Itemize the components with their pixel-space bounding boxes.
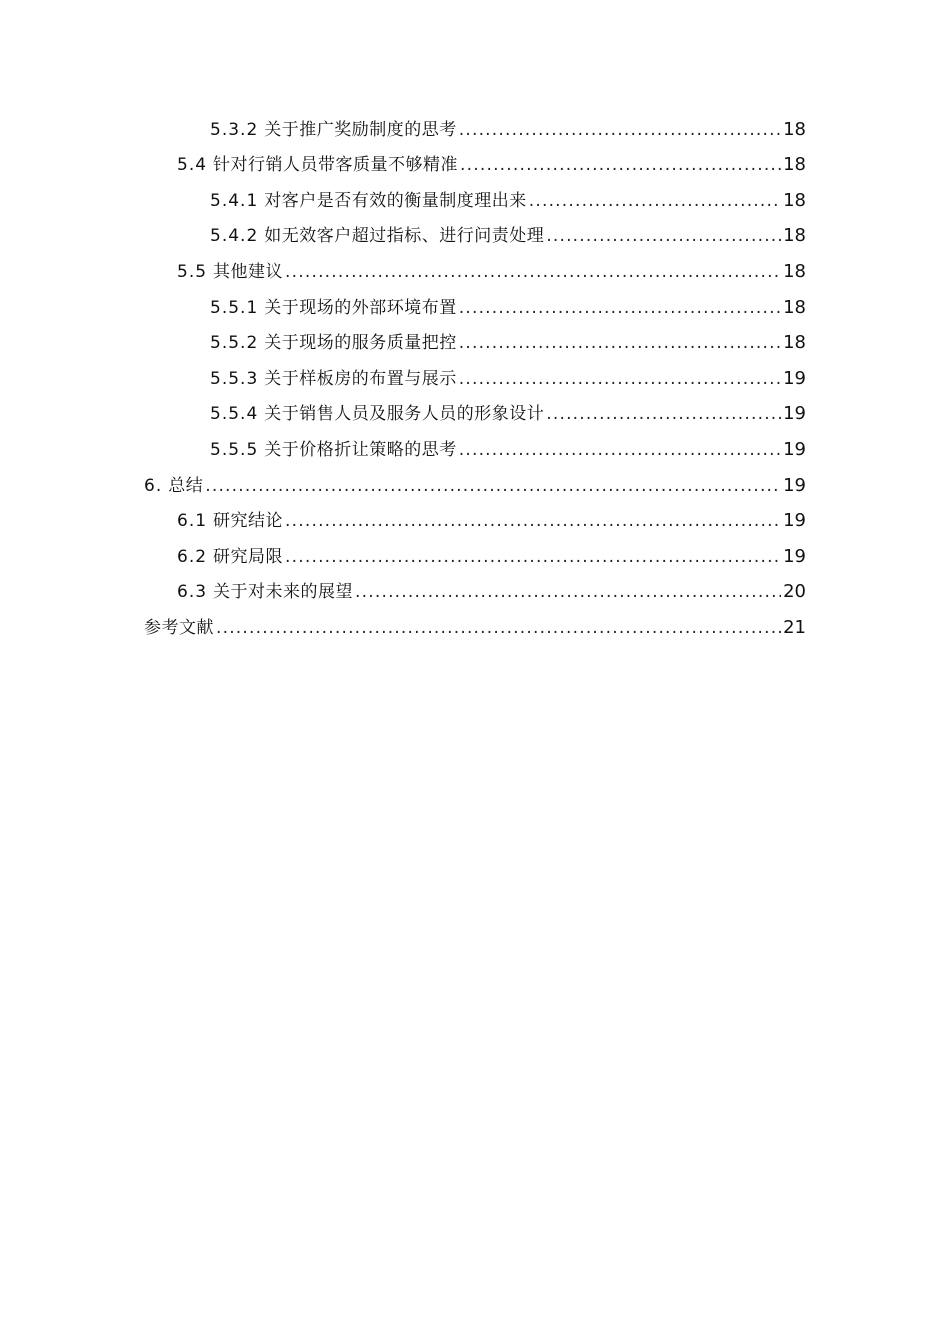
toc-entry-number: 5.4 <box>177 155 208 176</box>
toc-entry-number: 5.5.4 <box>210 404 259 425</box>
toc-entry[interactable] <box>144 288 806 324</box>
toc-entry[interactable] <box>144 110 806 146</box>
toc-entry-number: 5.5 <box>177 261 208 282</box>
toc-entry-title: 研究局限 <box>213 546 284 567</box>
toc-entry-number: 6.2 <box>177 546 208 567</box>
toc-dot-leader <box>459 120 781 140</box>
toc-entry[interactable] <box>144 324 806 360</box>
toc-entry-page: 21 <box>783 616 806 638</box>
toc-dot-leader <box>459 369 781 389</box>
toc-entry-page: 19 <box>783 545 806 567</box>
toc-entry-number: 6. <box>144 475 163 496</box>
toc-entry[interactable] <box>144 537 806 573</box>
toc-entry-title: 如无效客户超过指标、进行问责处理 <box>264 226 545 247</box>
toc-entry-page: 19 <box>783 367 806 389</box>
toc-dot-leader <box>546 404 781 424</box>
toc-entry-page: 18 <box>783 260 806 282</box>
toc-entry-title: 关于样板房的布置与展示 <box>264 368 457 389</box>
toc-entry-title: 对客户是否有效的衡量制度理出来 <box>264 190 527 211</box>
toc-entry-number: 5.4.2 <box>210 226 259 247</box>
toc-dot-leader <box>216 618 781 638</box>
toc-entry-title: 关于现场的外部环境布置 <box>264 297 457 318</box>
toc-entry[interactable] <box>144 181 806 217</box>
toc-entry-page: 19 <box>783 438 806 460</box>
toc-entry-title: 针对行销人员带客质量不够精准 <box>213 155 459 176</box>
toc-entry-page: 19 <box>783 510 806 532</box>
toc-entry[interactable] <box>144 502 806 538</box>
toc-entry-title: 其他建议 <box>213 261 284 282</box>
toc-dot-leader <box>355 582 781 602</box>
toc-entry[interactable] <box>144 608 806 644</box>
toc-entry-page: 18 <box>783 296 806 318</box>
toc-dot-leader <box>285 547 781 567</box>
toc-entry[interactable] <box>144 359 806 395</box>
toc-dot-leader <box>546 226 781 246</box>
toc-entry-number: 5.4.1 <box>210 190 259 211</box>
toc-entry-page: 18 <box>783 189 806 211</box>
toc-dot-leader <box>459 333 781 353</box>
toc-entry-number: 5.5.5 <box>210 439 259 460</box>
toc-entry-number: 5.5.1 <box>210 297 259 318</box>
toc-dot-leader <box>529 191 781 211</box>
toc-entry[interactable] <box>144 395 806 431</box>
toc-entry-page: 18 <box>783 225 806 247</box>
toc-entry[interactable] <box>144 217 806 253</box>
toc-entry-title: 总结 <box>168 475 204 496</box>
toc-entry[interactable] <box>144 466 806 502</box>
toc-entry-number: 5.5.2 <box>210 333 259 354</box>
toc-entry[interactable] <box>144 573 806 609</box>
toc-entry-title: 关于现场的服务质量把控 <box>264 333 457 354</box>
table-of-contents <box>144 110 806 644</box>
toc-entry[interactable] <box>144 146 806 182</box>
toc-entry[interactable] <box>144 430 806 466</box>
toc-dot-leader <box>459 298 781 318</box>
toc-entry-number: 6.1 <box>177 511 208 532</box>
toc-entry-title: 关于销售人员及服务人员的形象设计 <box>264 404 545 425</box>
toc-dot-leader <box>285 262 781 282</box>
toc-entry-page: 19 <box>783 474 806 496</box>
toc-entry-title: 研究结论 <box>213 511 284 532</box>
toc-dot-leader <box>459 440 781 460</box>
toc-entry-title: 参考文献 <box>144 617 214 638</box>
toc-entry-page: 18 <box>783 118 806 140</box>
toc-entry-page: 18 <box>783 154 806 176</box>
toc-dot-leader <box>285 511 781 531</box>
toc-entry-page: 20 <box>783 581 806 603</box>
toc-dot-leader <box>205 476 781 496</box>
toc-entry-page: 19 <box>783 403 806 425</box>
toc-entry-page: 18 <box>783 332 806 354</box>
toc-dot-leader <box>460 155 781 175</box>
toc-entry-number: 6.3 <box>177 582 208 603</box>
toc-entry-title: 关于价格折让策略的思考 <box>264 439 457 460</box>
toc-entry-number: 5.3.2 <box>210 119 259 140</box>
toc-entry[interactable] <box>144 252 806 288</box>
toc-entry-number: 5.5.3 <box>210 368 259 389</box>
toc-entry-title: 关于对未来的展望 <box>213 582 354 603</box>
toc-entry-title: 关于推广奖励制度的思考 <box>264 119 457 140</box>
